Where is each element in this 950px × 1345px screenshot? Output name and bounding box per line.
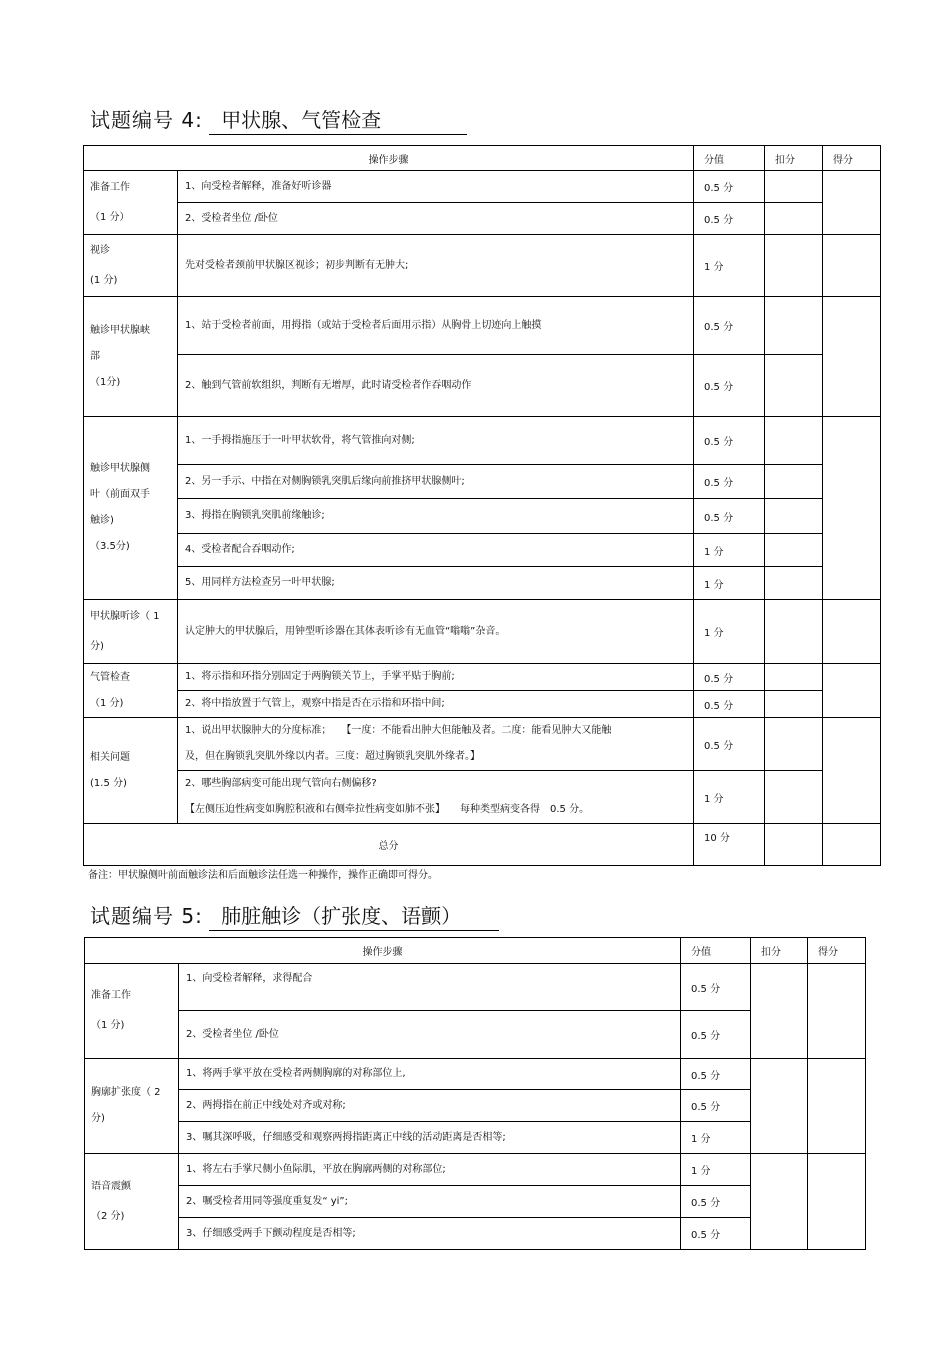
category-line: 相关问题 [90,751,130,763]
category-line: (1.5 分) [90,777,127,789]
table-row [84,691,881,718]
q4-category [84,664,178,718]
q4-category [84,600,178,664]
table-row [84,664,881,691]
get-cell[interactable] [823,824,881,866]
deduct-cell[interactable] [765,567,823,600]
deduct-cell[interactable] [765,465,823,499]
category-line: 触诊甲状腺峡 [90,324,150,336]
category-line: (1 分) [90,274,118,286]
q5-title-prefix: 试题编号 5: [90,904,203,928]
category-line: （1 分) [91,1020,125,1031]
category-line: 胸廓扩张度（ 2 [91,1087,161,1098]
category-line: 分) [91,1113,105,1124]
step-text: 1、站于受检者前面，用拇指（或站于受检者后面用示指）从胸骨上切迹向上触摸 [178,297,694,355]
q5-category [85,1154,179,1250]
q4-header-row [84,146,881,171]
category-line: 甲状腺听诊（ 1 [90,610,160,622]
table-row [84,171,881,203]
table-row [84,235,881,297]
table-row [84,297,881,355]
table-row [85,1090,866,1122]
q4-header-steps: 操作步骤 [84,146,694,171]
deduct-cell[interactable] [765,771,823,824]
step-score: 0.5 分 [681,1090,751,1122]
total-value: 10 分 [694,824,765,866]
total-row [84,824,881,866]
step-score: 0.5 分 [694,203,765,235]
deduct-cell[interactable] [765,664,823,691]
step-text: 2、另一手示、中指在对侧胸锁乳突肌后缘向前推挤甲状腺侧叶; [178,465,694,499]
q4-category [84,417,178,600]
step-score: 0.5 分 [681,1186,751,1218]
deduct-cell[interactable] [751,1154,808,1250]
deduct-cell[interactable] [765,297,823,355]
category-line: （1分) [90,376,121,388]
q4-header-deduct: 扣分 [765,146,823,171]
category-line: 视诊 [90,244,110,256]
get-cell[interactable] [823,171,881,235]
deduct-cell[interactable] [765,600,823,664]
step-text-line: 【左侧压迫性病变如胸腔积液和右侧牵拉性病变如肺不张】 每种类型病变各得 0.5 分。 [185,804,590,815]
step-score: 1 分 [681,1154,751,1186]
table-row [85,1122,866,1154]
table-row [85,964,866,1011]
category-line: 气管检查 [90,671,130,683]
category-line: 叶（前面双手 [90,489,150,500]
q5-category [85,1059,179,1154]
step-text: 先对受检者颈前甲状腺区视诊；初步判断有无肿大; [178,235,694,297]
q4-title [90,104,467,135]
step-text: 1、向受检者解释，准备好听诊器 [178,171,694,203]
table-row [85,1218,866,1250]
table-row [85,1154,866,1186]
get-cell[interactable] [823,600,881,664]
step-text [178,771,694,824]
step-score: 1 分 [681,1122,751,1154]
q4-header-score: 分值 [694,146,765,171]
table-row [85,1186,866,1218]
table-row [84,718,881,771]
q5-header-deduct: 扣分 [751,938,808,964]
q4-category [84,171,178,235]
table-row [84,465,881,499]
category-line: 语音震颤 [91,1180,131,1192]
step-score: 0.5 分 [681,1011,751,1059]
step-text [178,718,694,771]
get-cell[interactable] [808,964,866,1059]
deduct-cell[interactable] [765,824,823,866]
category-line: （2 分) [91,1210,125,1222]
category-line: 准备工作 [91,990,131,1001]
step-text: 3、拇指在胸锁乳突肌前缘触诊; [178,499,694,534]
step-text: 2、嘱受检者用同等强度重复发“ yi”; [179,1186,681,1218]
step-score: 0.5 分 [694,465,765,499]
q5-header-row [85,938,866,964]
table-row [85,1011,866,1059]
step-score: 1 分 [694,771,765,824]
step-score: 0.5 分 [681,1059,751,1090]
get-cell[interactable] [823,718,881,824]
q4-title-text: 甲状腺、气管检查 [209,104,467,135]
step-score: 0.5 分 [694,417,765,465]
deduct-cell[interactable] [765,203,823,235]
step-text: 2、受检者坐位 /卧位 [179,1011,681,1059]
get-cell[interactable] [823,297,881,417]
category-line: 触诊甲状腺侧 [90,463,150,474]
table-row [84,600,881,664]
step-score: 0.5 分 [681,1218,751,1250]
category-line: 部 [90,350,100,362]
table-row [84,771,881,824]
step-text-line: 1、说出甲状腺肿大的分度标准； 【一度：不能看出肿大但能触及者。二度：能看见肿大又能触 [185,725,612,736]
q5-category [85,964,179,1059]
get-cell[interactable] [823,664,881,718]
q4-table [83,145,881,866]
step-score: 1 分 [694,534,765,567]
step-text: 认定肿大的甲状腺后，用钟型听诊器在其体表听诊有无血管“嗡嗡”杂音。 [178,600,694,664]
deduct-cell[interactable] [765,171,823,203]
step-text-line: 及，但在胸锁乳突肌外缘以内者。三度：超过胸锁乳突肌外缘者。】 [185,751,480,762]
get-cell[interactable] [823,235,881,297]
step-score: 1 分 [694,600,765,664]
step-text: 2、触到气管前软组织，判断有无增厚，此时请受检者作吞咽动作 [178,355,694,417]
deduct-cell[interactable] [751,1059,808,1154]
category-line: （1 分) [90,697,124,709]
q5-table [84,937,866,1250]
get-cell[interactable] [808,1154,866,1250]
step-score: 0.5 分 [694,718,765,771]
step-text: 1、一手拇指施压于一叶甲状软骨，将气管推向对侧; [178,417,694,465]
q5-header-score: 分值 [681,938,751,964]
get-cell[interactable] [808,1059,866,1154]
step-text: 1、将两手掌平放在受检者两侧胸廓的对称部位上, [179,1059,681,1090]
get-cell[interactable] [823,417,881,600]
table-row [85,1059,866,1090]
step-text: 2、两拇指在前正中线处对齐或对称; [179,1090,681,1122]
table-row [84,203,881,235]
q4-category [84,718,178,824]
step-score: 1 分 [694,235,765,297]
step-text: 4、受检者配合吞咽动作; [178,534,694,567]
step-text: 3、仔细感受两手下颤动程度是否相等; [179,1218,681,1250]
step-text-line: 2、哪些胸部病变可能出现气管向右侧偏移? [185,778,377,789]
table-row [84,499,881,534]
table-row [84,417,881,465]
table-row [84,534,881,567]
step-text: 3、嘱其深呼吸，仔细感受和观察两拇指距离正中线的活动距离是否相等; [179,1122,681,1154]
step-text: 2、将中指放置于气管上，观察中指是否在示指和环指中间; [178,691,694,718]
category-line: （3.5分) [90,541,130,552]
category-line: 分) [90,640,104,652]
step-text: 2、受检者坐位 /卧位 [178,203,694,235]
q5-title-text: 肺脏触诊（扩张度、语颤） [209,900,499,931]
step-score: 0.5 分 [694,664,765,691]
q4-header-get: 得分 [823,146,881,171]
table-row [84,355,881,417]
step-text: 5、用同样方法检查另一叶甲状腺; [178,567,694,600]
deduct-cell[interactable] [765,691,823,718]
step-text: 1、将示指和环指分别固定于两胸锁关节上，手掌平贴于胸前; [178,664,694,691]
step-score: 0.5 分 [694,297,765,355]
q5-title [90,900,499,931]
deduct-cell[interactable] [765,534,823,567]
q5-header-steps: 操作步骤 [85,938,681,964]
category-line: （1 分） [90,211,130,223]
q5-header-get: 得分 [808,938,866,964]
step-text: 1、向受检者解释，求得配合 [179,964,681,1011]
deduct-cell[interactable] [765,235,823,297]
step-score: 0.5 分 [694,691,765,718]
total-label: 总分 [84,824,694,866]
step-score: 0.5 分 [694,171,765,203]
category-line: 准备工作 [90,181,130,193]
deduct-cell[interactable] [765,499,823,534]
step-text: 1、将左右手掌尺侧小鱼际肌，平放在胸廓两侧的对称部位; [179,1154,681,1186]
step-score: 0.5 分 [694,355,765,417]
deduct-cell[interactable] [765,718,823,771]
deduct-cell[interactable] [765,417,823,465]
q4-category [84,297,178,417]
q4-category [84,235,178,297]
step-score: 0.5 分 [694,499,765,534]
note: 备注：甲状腺侧叶前面触诊法和后面触诊法任选一种操作，操作正确即可得分。 [88,870,438,881]
deduct-cell[interactable] [751,964,808,1059]
step-score: 0.5 分 [681,964,751,1011]
deduct-cell[interactable] [765,355,823,417]
step-score: 1 分 [694,567,765,600]
category-line: 触诊) [90,515,114,526]
q4-title-prefix: 试题编号 4: [90,108,203,132]
table-row [84,567,881,600]
